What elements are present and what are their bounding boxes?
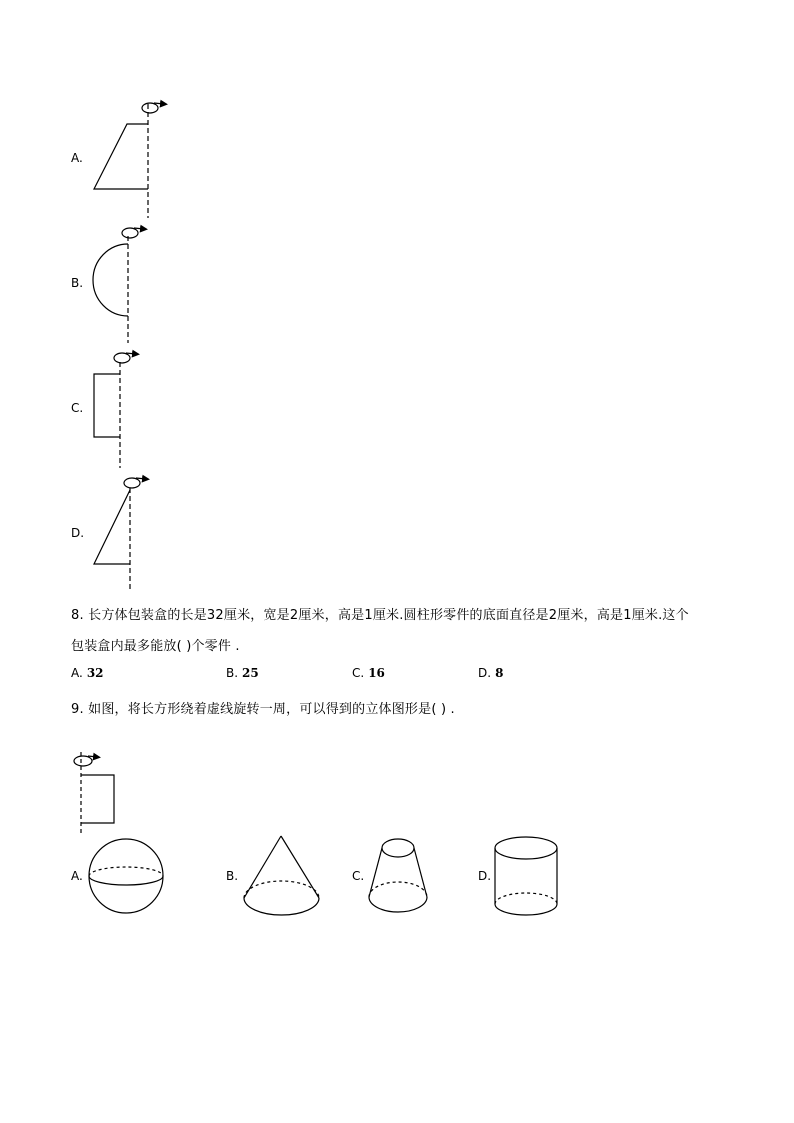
- rotation-arrow-icon: [114, 353, 136, 363]
- rotation-arrow-icon: [122, 228, 144, 238]
- rotation-arrow-icon: [142, 103, 164, 113]
- q8-text-line2: 包装盒内最多能放( )个零件 .: [71, 639, 240, 654]
- q9-rectangle-figure: [74, 752, 114, 835]
- q9-a-sphere-figure: [89, 839, 163, 913]
- rotation-arrow-icon: [124, 478, 146, 488]
- q9-option-b-label: B.: [226, 869, 239, 883]
- q7-option-d-label: D.: [71, 526, 85, 540]
- q8-text-line1: 8. 长方体包装盒的长是32厘米，宽是2厘米，高是1厘米.圆柱形零件的底面直径是2厘米，高是1厘米.这个: [71, 608, 689, 623]
- q8-option-d-label: D.: [478, 666, 492, 680]
- q8-option-d-value: 8: [495, 666, 504, 680]
- q9-option-c-label: C.: [352, 869, 365, 883]
- q9-d-cylinder-figure: [495, 837, 557, 915]
- q7-option-a-label: A.: [71, 151, 83, 165]
- q7-option-b-label: B.: [71, 276, 84, 290]
- q8-option-c-value: 16: [368, 666, 385, 680]
- q7-option-c-label: C.: [71, 401, 84, 415]
- q8-option-a-label: A.: [71, 666, 83, 680]
- q7-c-rectangle-figure: [94, 353, 136, 468]
- q8-option-b-value: 25: [242, 666, 259, 680]
- q8-option-c-label: C.: [352, 666, 365, 680]
- q8-option-d: [478, 666, 503, 680]
- q8-option-a-value: 32: [86, 666, 104, 680]
- q9-b-cone-figure: [244, 836, 319, 915]
- q8-option-c: [352, 666, 385, 680]
- q9-c-frustum-figure: [369, 839, 427, 912]
- q8-option-b: [226, 666, 259, 680]
- q9-option-a-label: A.: [71, 869, 83, 883]
- q8-option-a: [71, 666, 104, 680]
- q9-option-d-label: D.: [478, 869, 492, 883]
- q9-text: 9. 如图，将长方形绕着虚线旋转一周，可以得到的立体图形是( ) .: [71, 702, 455, 717]
- rotation-arrow-icon: [74, 756, 97, 766]
- q7-a-trapezoid-figure: [94, 103, 164, 218]
- q8-option-b-label: B.: [226, 666, 239, 680]
- q7-b-semicircle-figure: [93, 228, 144, 343]
- q7-d-triangle-figure: [94, 478, 146, 592]
